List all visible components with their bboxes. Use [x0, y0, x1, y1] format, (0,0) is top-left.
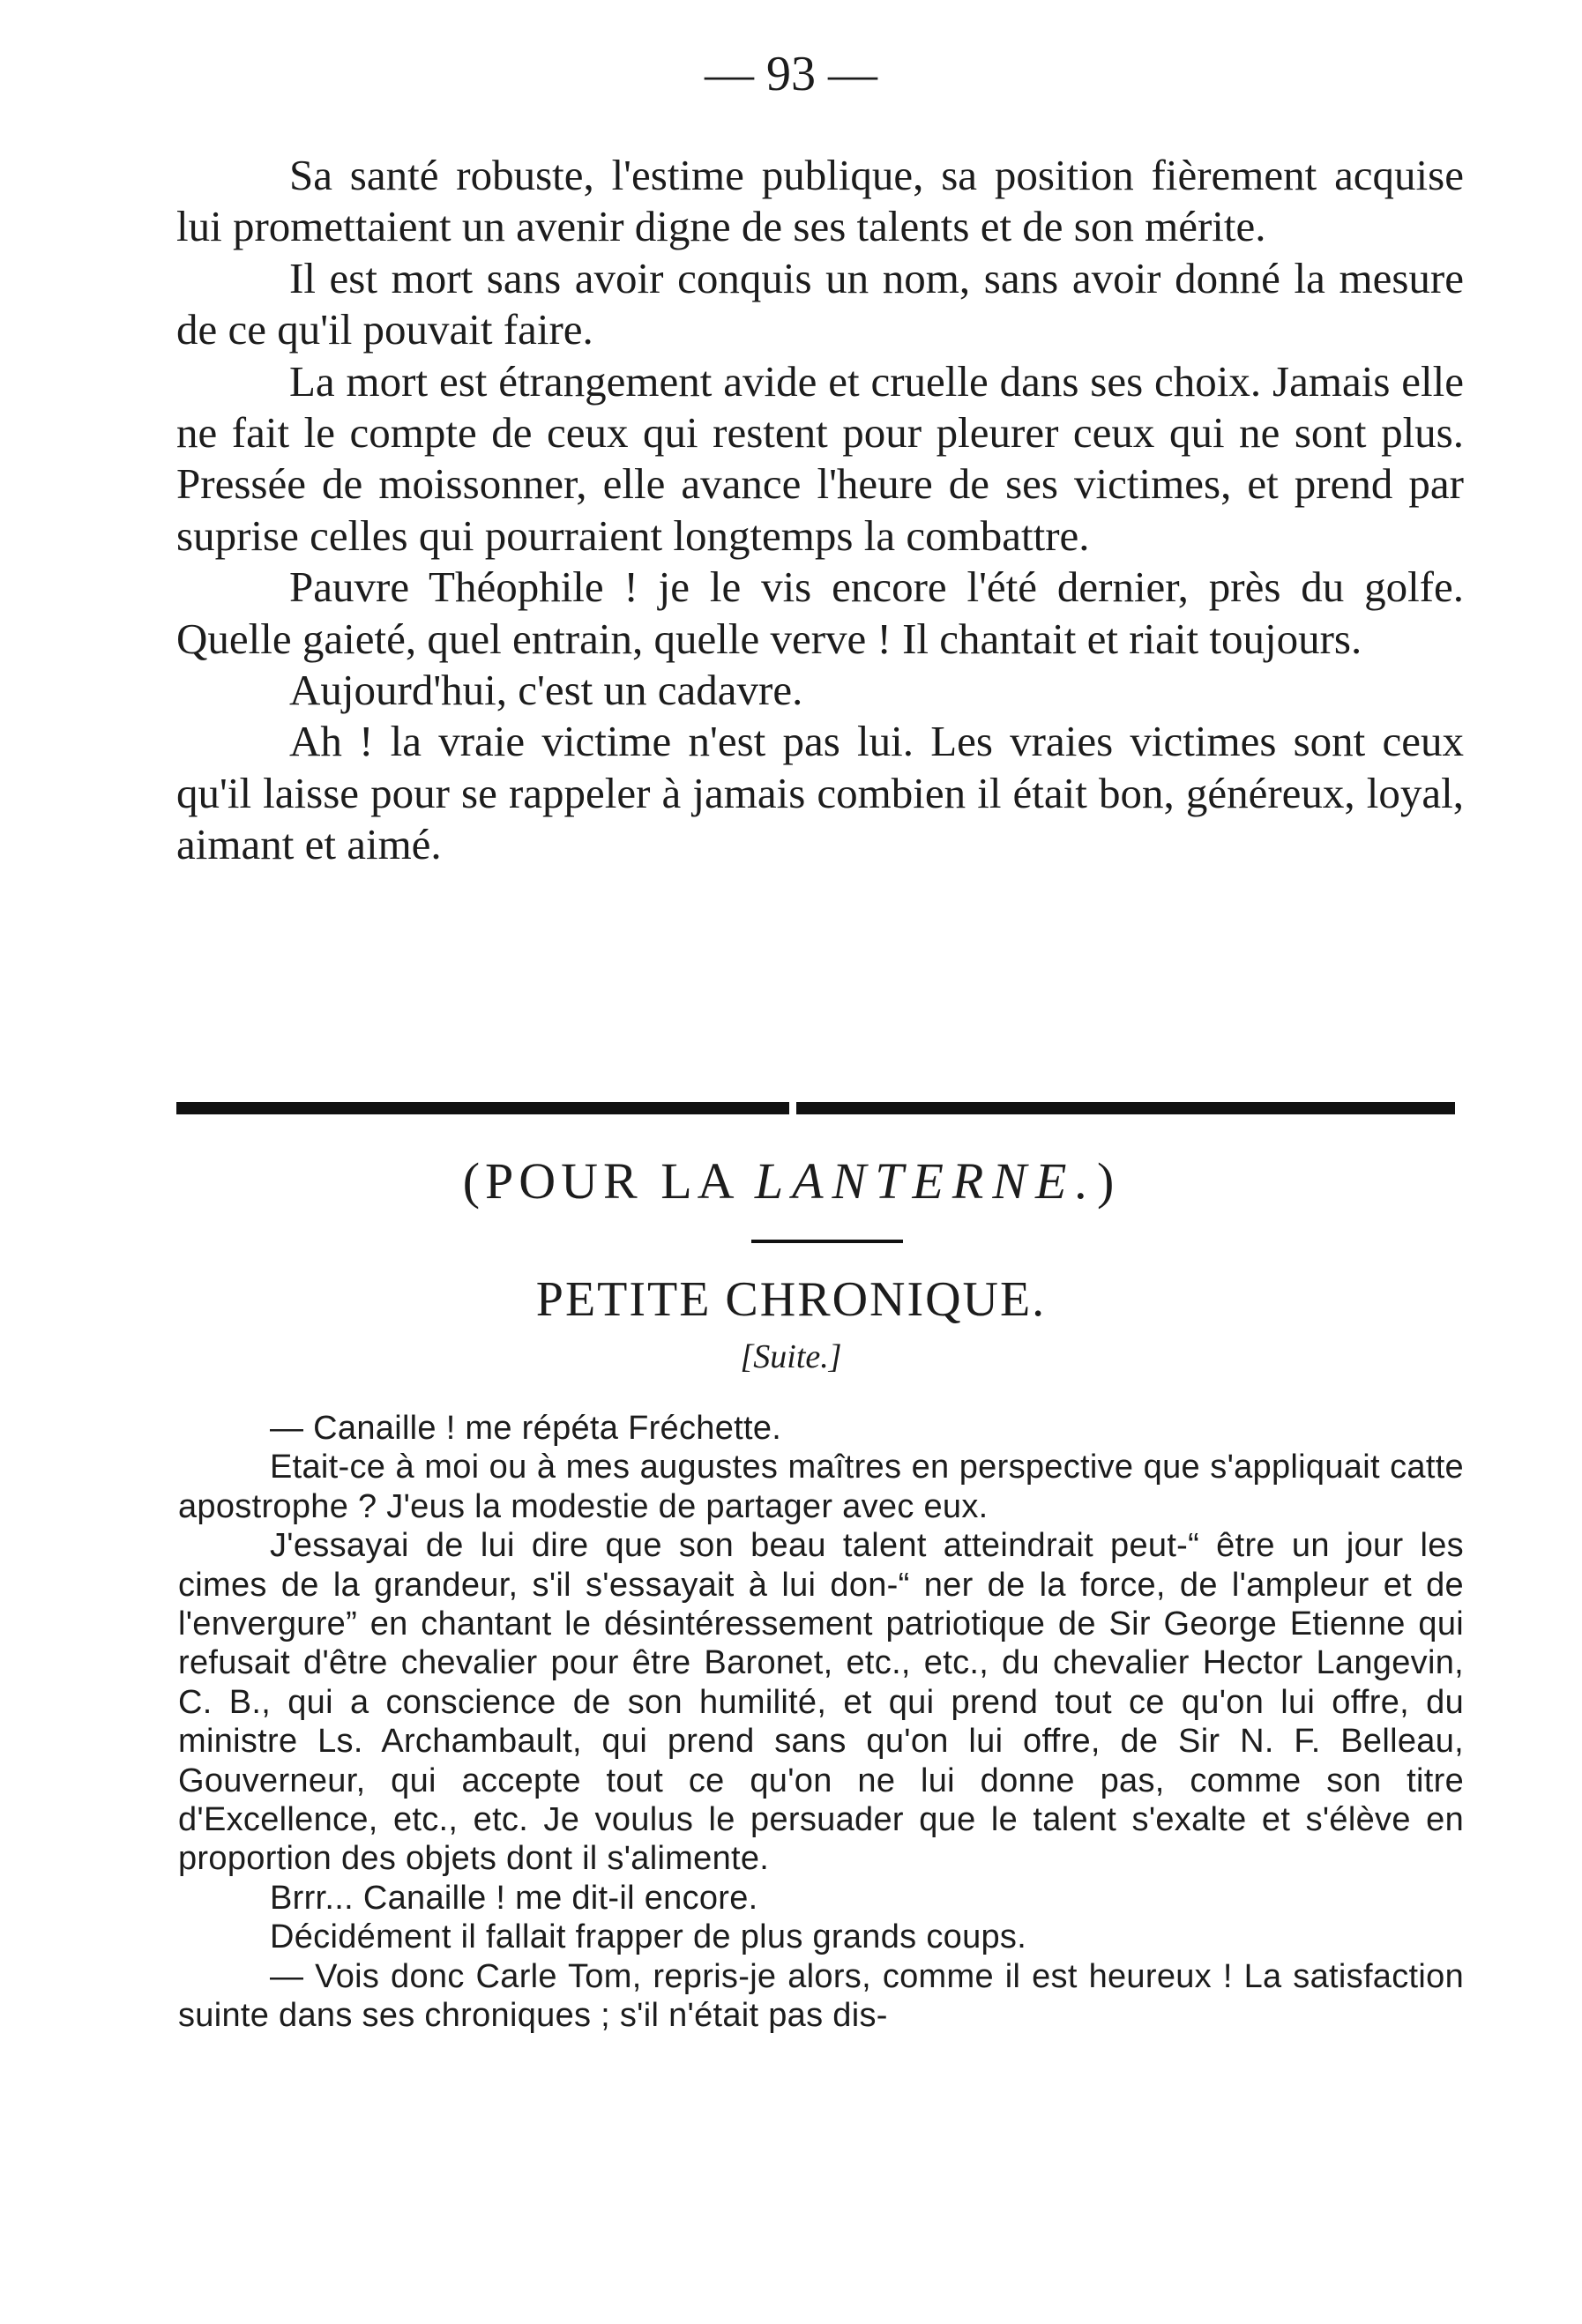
section-title: PETITE CHRONIQUE. — [535, 1272, 1047, 1327]
paragraph: Aujourd'hui, c'est un cadavre. — [289, 666, 803, 715]
source-heading: (POUR LA LANTERNE.) — [462, 1152, 1120, 1210]
paragraph: — Canaille ! me répéta Fréchette. — [270, 1410, 782, 1447]
paragraph: Décidément il fallait frapper de plus grands coups. — [270, 1918, 1027, 1956]
paragraph: Sa santé robuste, l'estime publique, sa position fièrement acquise lui promettaient un avenir digne de ses talents et de son mérite. — [176, 151, 1464, 251]
article-ending — [176, 150, 1464, 871]
source-heading-title: LANTERNE. — [754, 1152, 1097, 1210]
paragraph: Pauvre Théophile ! je le vis encore l'été dernier, près du golfe. Quelle gaieté, quel entrain, quelle verve ! Il chantait et riait toujours. — [176, 562, 1464, 663]
heading-rule — [751, 1240, 903, 1243]
paragraph: J'essayai de lui dire que son beau talent atteindrait peut-“ être un jour les cimes de la grandeur, s'il s'essayait à lui don-“ ner de la force, de l'ampleur et de l'envergure” en chantant le désintéressement patriotique de Sir George Etienne qui refusait d'être chevalier pour être Baronet, etc., etc., du chevalier Hector Langevin, C. B., qui a conscience de son humilité, et qui prend tout ce qu'on lui offre, du ministre Ls. Archambault, qui prend sans qu'on lui offre, de Sir N. F. Belleau, Gouverneur, qui accepte tout ce qu'on ne lui donne pas, comme son titre d'Excellence, etc., etc. Je voulus le persuader que le talent s'exalte et s'élève en proportion des objets dont il s'alimente. — [178, 1527, 1464, 1878]
paragraph: La mort est étrangement avide et cruelle dans ses choix. Jamais elle ne fait le compte de ceux qui restent pour pleurer ceux qui ne sont plus. Pressée de moissonner, elle avance l'heure de ses victimes, et prend par suprise celles qui pourraient longtemps la combattre. — [176, 356, 1464, 560]
paragraph: Etait-ce à moi ou à mes augustes maîtres en perspective que s'appliquait catte apostrophe ? J'eus la modestie de partager avec eux. — [178, 1449, 1464, 1525]
paragraph: Brrr... Canaille ! me dit-il encore. — [270, 1879, 758, 1917]
paragraph: — Vois donc Carle Tom, repris-je alors, comme il est heureux ! La satisfaction suinte dans ses chroniques ; s'il n'était pas dis- — [178, 1957, 1464, 2035]
source-heading-prefix: POUR LA — [485, 1152, 737, 1210]
section-divider-gap — [789, 1102, 796, 1114]
page-number: — 93 — — [705, 47, 877, 101]
paragraph: Il est mort sans avoir conquis un nom, sans avoir donné la mesure de ce qu'il pouvait faire. — [176, 253, 1464, 354]
continuation-note: [Suite.] — [740, 1338, 842, 1375]
section-divider — [176, 1102, 1455, 1114]
chronicle-text — [178, 1409, 1464, 2036]
paragraph: Ah ! la vraie victime n'est pas lui. Les vraies victimes sont ceux qu'il laisse pour se rappeler à jamais combien il était bon, généreux, loyal, aimant et aimé. — [176, 717, 1464, 869]
